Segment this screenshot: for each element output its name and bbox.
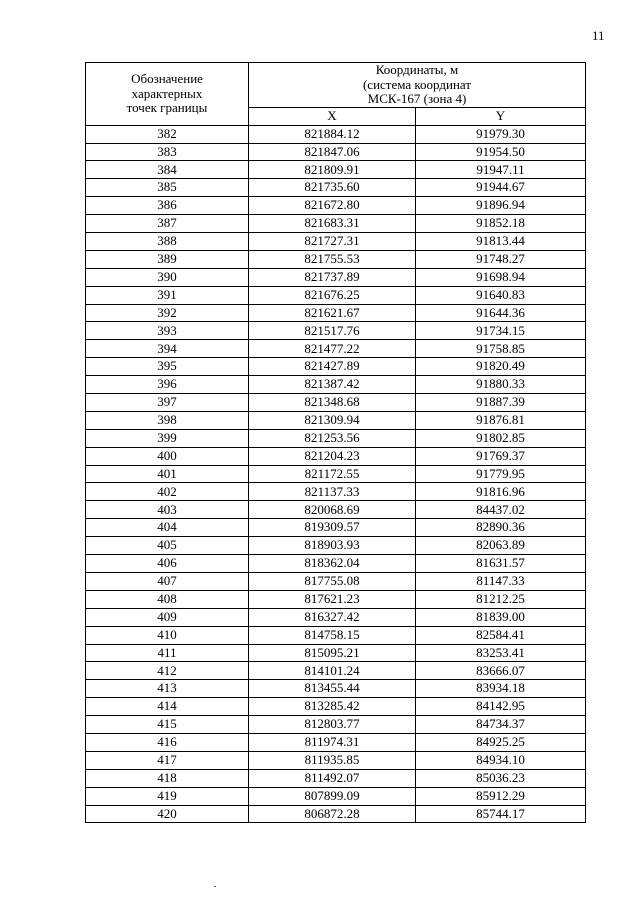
table-row	[86, 322, 586, 340]
cell-point-number: 405	[86, 537, 249, 555]
table-row	[86, 125, 586, 143]
cell-y: 91698.94	[416, 268, 586, 286]
table-row	[86, 394, 586, 412]
cell-y: 84437.02	[416, 501, 586, 519]
cell-y: 85036.23	[416, 769, 586, 787]
table-row	[86, 429, 586, 447]
coordinates-table	[85, 62, 586, 823]
cell-x: 813285.42	[249, 698, 416, 716]
cell-x: 821755.53	[249, 250, 416, 268]
table-header-row	[86, 63, 586, 108]
cell-y: 91734.15	[416, 322, 586, 340]
cell-y: 91896.94	[416, 197, 586, 215]
cell-x: 821884.12	[249, 125, 416, 143]
table-row	[86, 179, 586, 197]
cell-x: 811935.85	[249, 751, 416, 769]
table-row	[86, 268, 586, 286]
cell-x: 806872.28	[249, 805, 416, 823]
table-row	[86, 662, 586, 680]
cell-y: 81631.57	[416, 555, 586, 573]
cell-x: 817755.08	[249, 572, 416, 590]
cell-x: 821477.22	[249, 340, 416, 358]
cell-y: 91769.37	[416, 447, 586, 465]
table-row	[86, 358, 586, 376]
table-row	[86, 465, 586, 483]
cell-y: 84925.25	[416, 733, 586, 751]
table-row	[86, 572, 586, 590]
cell-x: 813455.44	[249, 680, 416, 698]
table-row	[86, 197, 586, 215]
cell-x: 818362.04	[249, 555, 416, 573]
cell-point-number: 394	[86, 340, 249, 358]
cell-point-number: 389	[86, 250, 249, 268]
table-row	[86, 555, 586, 573]
cell-x: 821847.06	[249, 143, 416, 161]
cell-point-number: 391	[86, 286, 249, 304]
cell-y: 91887.39	[416, 394, 586, 412]
cell-x: 811974.31	[249, 733, 416, 751]
table-row	[86, 501, 586, 519]
cell-x: 821727.31	[249, 233, 416, 251]
cell-point-number: 415	[86, 716, 249, 734]
table-body	[86, 125, 586, 823]
cell-y: 82584.41	[416, 626, 586, 644]
cell-x: 821672.80	[249, 197, 416, 215]
cell-y: 82063.89	[416, 537, 586, 555]
cell-y: 82890.36	[416, 519, 586, 537]
table-row	[86, 733, 586, 751]
cell-x: 816327.42	[249, 608, 416, 626]
cell-x: 814758.15	[249, 626, 416, 644]
cell-point-number: 387	[86, 215, 249, 233]
cell-y: 83666.07	[416, 662, 586, 680]
cell-x: 819309.57	[249, 519, 416, 537]
cell-point-number: 399	[86, 429, 249, 447]
cell-point-number: 393	[86, 322, 249, 340]
cell-x: 821348.68	[249, 394, 416, 412]
cell-point-number: 400	[86, 447, 249, 465]
cell-y: 91944.67	[416, 179, 586, 197]
header-point-line: характерных	[131, 85, 203, 101]
cell-y: 85912.29	[416, 787, 586, 805]
table-row	[86, 215, 586, 233]
cell-y: 85744.17	[416, 805, 586, 823]
header-coords-line: (система координат	[362, 76, 472, 92]
cell-y: 91802.85	[416, 429, 586, 447]
table-row	[86, 769, 586, 787]
cell-y: 91816.96	[416, 483, 586, 501]
header-point-line: Обозначение	[131, 70, 203, 86]
cell-x: 821387.42	[249, 376, 416, 394]
table-row	[86, 340, 586, 358]
cell-x: 821137.33	[249, 483, 416, 501]
table-row	[86, 805, 586, 823]
cell-point-number: 407	[86, 572, 249, 590]
cell-point-number: 382	[86, 125, 249, 143]
table-row	[86, 233, 586, 251]
cell-x: 817621.23	[249, 590, 416, 608]
cell-point-number: 392	[86, 304, 249, 322]
table-row	[86, 250, 586, 268]
table-row	[86, 143, 586, 161]
header-coords-line: МСК-167 (зона 4)	[367, 91, 467, 107]
cell-y: 81839.00	[416, 608, 586, 626]
table-row	[86, 537, 586, 555]
table-row	[86, 286, 586, 304]
cell-x: 821172.55	[249, 465, 416, 483]
table-row	[86, 376, 586, 394]
cell-y: 91876.81	[416, 411, 586, 429]
table-row	[86, 626, 586, 644]
cell-point-number: 390	[86, 268, 249, 286]
cell-y: 91640.83	[416, 286, 586, 304]
cell-y: 81147.33	[416, 572, 586, 590]
cell-point-number: 385	[86, 179, 249, 197]
cell-point-number: 396	[86, 376, 249, 394]
table-row	[86, 716, 586, 734]
table-row	[86, 751, 586, 769]
scan-mark	[214, 886, 216, 887]
cell-point-number: 403	[86, 501, 249, 519]
table-row	[86, 787, 586, 805]
cell-point-number: 410	[86, 626, 249, 644]
cell-point-number: 406	[86, 555, 249, 573]
cell-y: 91852.18	[416, 215, 586, 233]
cell-y: 91813.44	[416, 233, 586, 251]
cell-point-number: 397	[86, 394, 249, 412]
cell-point-number: 420	[86, 805, 249, 823]
cell-point-number: 384	[86, 161, 249, 179]
cell-point-number: 412	[86, 662, 249, 680]
cell-point-number: 402	[86, 483, 249, 501]
cell-point-number: 411	[86, 644, 249, 662]
cell-point-number: 417	[86, 751, 249, 769]
cell-point-number: 401	[86, 465, 249, 483]
table-row	[86, 483, 586, 501]
cell-x: 821253.56	[249, 429, 416, 447]
cell-point-number: 383	[86, 143, 249, 161]
cell-point-number: 408	[86, 590, 249, 608]
header-x: X	[249, 107, 416, 125]
cell-x: 814101.24	[249, 662, 416, 680]
cell-x: 821737.89	[249, 268, 416, 286]
cell-point-number: 409	[86, 608, 249, 626]
table-row	[86, 680, 586, 698]
cell-y: 91758.85	[416, 340, 586, 358]
cell-x: 815095.21	[249, 644, 416, 662]
cell-y: 91947.11	[416, 161, 586, 179]
cell-x: 821809.91	[249, 161, 416, 179]
cell-y: 84734.37	[416, 716, 586, 734]
table-row	[86, 698, 586, 716]
cell-x: 820068.69	[249, 501, 416, 519]
cell-y: 91644.36	[416, 304, 586, 322]
cell-y: 91880.33	[416, 376, 586, 394]
cell-y: 81212.25	[416, 590, 586, 608]
cell-x: 811492.07	[249, 769, 416, 787]
cell-x: 807899.09	[249, 787, 416, 805]
cell-point-number: 413	[86, 680, 249, 698]
cell-point-number: 395	[86, 358, 249, 376]
cell-y: 84934.10	[416, 751, 586, 769]
cell-x: 812803.77	[249, 716, 416, 734]
table-row	[86, 519, 586, 537]
page-number: 11	[592, 28, 605, 43]
cell-point-number: 398	[86, 411, 249, 429]
cell-x: 821517.76	[249, 322, 416, 340]
cell-point-number: 416	[86, 733, 249, 751]
cell-point-number: 404	[86, 519, 249, 537]
cell-x: 821735.60	[249, 179, 416, 197]
cell-x: 821309.94	[249, 411, 416, 429]
cell-x: 821621.67	[249, 304, 416, 322]
cell-x: 821427.89	[249, 358, 416, 376]
table-row	[86, 644, 586, 662]
cell-x: 821683.31	[249, 215, 416, 233]
header-point-designation	[86, 63, 249, 126]
cell-x: 821676.25	[249, 286, 416, 304]
cell-y: 91820.49	[416, 358, 586, 376]
table-row	[86, 411, 586, 429]
cell-y: 91979.30	[416, 125, 586, 143]
cell-y: 91779.95	[416, 465, 586, 483]
header-coordinates	[249, 63, 586, 108]
table-row	[86, 304, 586, 322]
cell-x: 818903.93	[249, 537, 416, 555]
cell-y: 91954.50	[416, 143, 586, 161]
header-y: Y	[416, 107, 586, 125]
cell-point-number: 418	[86, 769, 249, 787]
cell-y: 83934.18	[416, 680, 586, 698]
table-row	[86, 161, 586, 179]
header-coords-line: Координаты, м	[375, 62, 459, 77]
cell-point-number: 386	[86, 197, 249, 215]
table-row	[86, 590, 586, 608]
cell-point-number: 414	[86, 698, 249, 716]
cell-y: 84142.95	[416, 698, 586, 716]
cell-point-number: 419	[86, 787, 249, 805]
cell-y: 83253.41	[416, 644, 586, 662]
header-point-line: точек границы	[126, 100, 208, 116]
table-row	[86, 608, 586, 626]
cell-y: 91748.27	[416, 250, 586, 268]
cell-x: 821204.23	[249, 447, 416, 465]
table-row	[86, 447, 586, 465]
cell-point-number: 388	[86, 233, 249, 251]
